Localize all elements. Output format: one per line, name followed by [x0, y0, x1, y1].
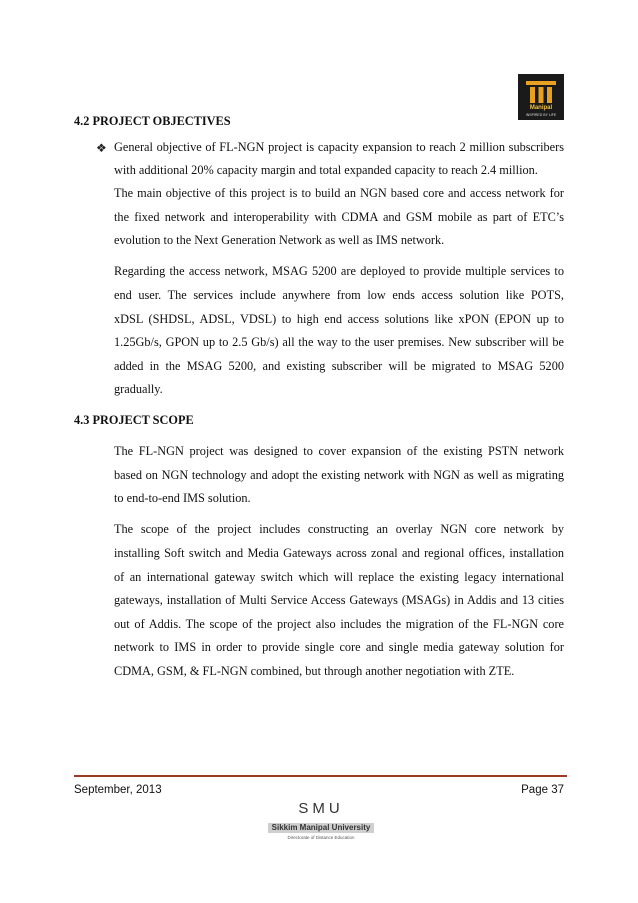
logo-tagline: INSPIRED BY LIFE	[525, 113, 557, 117]
access-line: Regarding the access network, MSAG 5200 are deployed to provide multiple services to	[114, 264, 564, 278]
scope-line: The FL-NGN project was designed to cover expansion of the existing PSTN network	[114, 444, 564, 458]
access-line: 1.25Gb/s, GPON up to 2.5 Gb/s) all the way to the user premises. New subscriber will be	[114, 335, 564, 349]
objective-line: General objective of FL-NGN project is capacity expansion to reach 2 million subscribers	[114, 140, 564, 154]
scope-line: network to IMS in order to provide single core and single media gateway solution for	[114, 640, 564, 654]
smu-logo	[236, 800, 406, 840]
footer-date: September, 2013	[74, 784, 162, 796]
scope-line: of an international gateway switch which will replace the existing legacy international	[114, 570, 564, 584]
smu-name: Sikkim Manipal University	[268, 823, 375, 833]
objective-line: evolution to the Next Generation Network as well as IMS network.	[114, 233, 445, 247]
access-line: end user. The services include anywhere from low ends access solution like POTS,	[114, 288, 564, 302]
access-line: gradually.	[114, 382, 163, 396]
objective-line: The main objective of this project is to build an NGN based core and access network for	[114, 186, 564, 200]
smu-mark: SMU	[298, 800, 344, 817]
scope-line: out of Addis. The scope of the project also includes the migration of the FL-NGN core	[114, 617, 564, 631]
smu-subtitle: Directorate of Distance Education	[287, 835, 355, 840]
section-heading-objectives: 4.2 PROJECT OBJECTIVES	[74, 114, 231, 128]
access-line: xDSL (SHDSL, ADSL, VDSL) to high end access solutions like xPON (EPON up to	[114, 312, 564, 326]
scope-line: gateways, installation of Multi Service Access Gateways (MSAGs) in Addis and 13 cities	[114, 593, 564, 607]
objective-line: with additional 20% capacity margin and total expanded capacity to reach 2.4 million.	[114, 163, 538, 177]
footer-page-number: Page 37	[521, 784, 564, 796]
manipal-logo	[518, 74, 564, 120]
manipal-emblem-icon	[524, 79, 558, 105]
scope-line: installing Soft switch and Media Gateways across zonal and regional offices, installation	[114, 546, 564, 560]
footer-divider	[74, 775, 567, 777]
section-heading-scope: 4.3 PROJECT SCOPE	[74, 413, 194, 427]
objective-line: the fixed network and interoperability with CDMA and GSM mobile as part of ETC’s	[114, 210, 564, 224]
scope-line: based on NGN technology and adopt the existing network with NGN as well as migrating	[114, 468, 564, 482]
bullet-diamond-icon: ❖	[96, 141, 107, 155]
logo-word: Manipal	[529, 105, 553, 111]
scope-line: to end-to-end IMS solution.	[114, 491, 251, 505]
scope-line: The scope of the project includes constructing an overlay NGN core network by	[114, 522, 564, 536]
access-line: added in the MSAG 5200, and existing subscriber will be migrated to MSAG 5200	[114, 359, 564, 373]
scope-line: CDMA, GSM, & FL-NGN combined, but through another negotiation with ZTE.	[114, 664, 515, 678]
